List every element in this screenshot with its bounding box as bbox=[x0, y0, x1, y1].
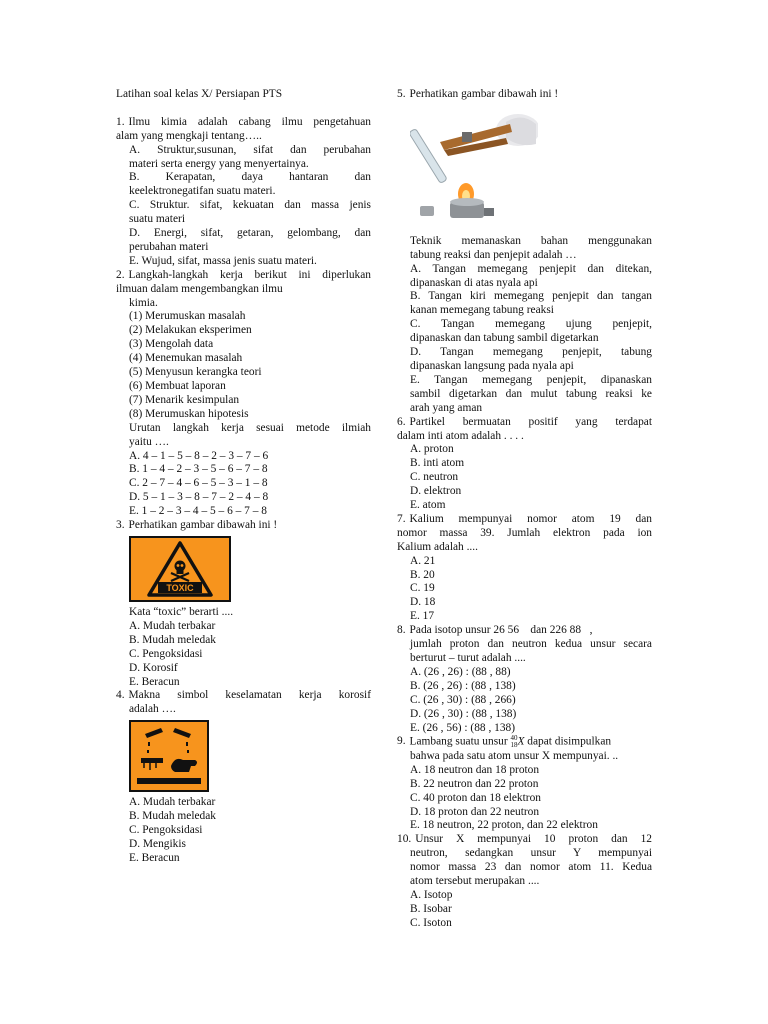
step-item: (6) Membuat laporan bbox=[129, 380, 226, 393]
toxic-sign-image bbox=[129, 536, 231, 602]
heating-test-tube-photo bbox=[410, 108, 538, 224]
option: A. 4 – 1 – 5 – 8 – 2 – 3 – 7 – 6 bbox=[129, 449, 269, 462]
option: E. Beracun bbox=[129, 675, 180, 688]
question-6: 6. Partikel bermuatan positif yang terdapat dalam inti atom adalah . . . . A. proton B. inti atom C. neutron D. elektron E. atom bbox=[397, 415, 652, 512]
corrosive-sign-image bbox=[129, 720, 209, 792]
option: E. 18 neutron, 22 proton, dan 22 elektron bbox=[410, 819, 598, 832]
option: D. elektron bbox=[410, 485, 462, 498]
option: A. (26 , 26) : (88 , 88) bbox=[410, 665, 511, 678]
question-7: 7. Kalium mempunyai nomor atom 19 dan nomor massa 39. Jumlah elektron pada ion Kalium adalah .... A. 21 B. 20 C. 19 D. 18 E. 17 bbox=[397, 512, 652, 623]
option: D. 5 – 1 – 3 – 8 – 7 – 2 – 4 – 8 bbox=[129, 491, 269, 504]
option: A. Isotop bbox=[410, 889, 453, 902]
skull-crossbones-icon bbox=[131, 538, 229, 600]
option: B. Tangan kiri memegang penjepit dan tangan bbox=[410, 290, 652, 303]
option: C. Tangan memegang ujung penjepit, bbox=[410, 318, 652, 331]
question-3: 3. Perhatikan gambar dibawah ini ! TOXIC Kata “toxic” berarti .... A. Mudah terbakar B. Mudah meledak C. Pengoksidasi D. Korosif E. Beracun bbox=[116, 519, 371, 689]
option: B. Kerapatan, daya hantaran dan bbox=[129, 171, 371, 184]
option: D. 18 proton dan 22 neutron bbox=[410, 805, 540, 818]
option: B. Mudah meledak bbox=[129, 633, 216, 646]
option: A. proton bbox=[410, 443, 454, 456]
option: A. 21 bbox=[410, 554, 436, 567]
option: C. 40 proton dan 18 elektron bbox=[410, 791, 541, 804]
step-item: (2) Melakukan eksperimen bbox=[129, 324, 252, 337]
question-3-number: 3. bbox=[116, 519, 125, 532]
option: B. 1 – 4 – 2 – 3 – 5 – 6 – 7 – 8 bbox=[129, 463, 268, 476]
isotope-notation: 40 18 bbox=[510, 734, 518, 750]
option: D. Korosif bbox=[129, 661, 178, 674]
toxic-label: TOXIC bbox=[166, 582, 194, 593]
question-6-number: 6. bbox=[397, 415, 406, 428]
question-4: 4. Makna simbol keselamatan kerja korosif adalah …. A. Mudah terbakar B. Mudah meledak C. Pengoksidasi D. Mengikis E. Beracun bbox=[116, 689, 371, 864]
option: A. Tangan memegang penjepit dan ditekan, bbox=[410, 262, 652, 275]
question-8: 8. Pada isotop unsur 26 56 dan 226 88 , jumlah proton dan neutron kedua unsur secara berturut – turut adalah .... A. (26 , 26) : (88 , 88) B. (26 , 26) : (88 , 138) C. (26 , 30) : (88 , 266) D. (26 , 30) : (88 , 138) E. (26 , 56) : (88 , 138) bbox=[397, 624, 652, 734]
right-column bbox=[397, 88, 652, 931]
option: A. Mudah terbakar bbox=[129, 619, 216, 632]
option: B. 22 neutron dan 22 proton bbox=[410, 777, 539, 790]
option: A. 18 neutron dan 18 proton bbox=[410, 763, 540, 776]
option: D. Energi, sifat, getaran, gelombang, dan bbox=[129, 227, 371, 240]
question-1: 1. Ilmu kimia adalah cabang ilmu pengetahuan alam yang mengkaji tentang….. A. Struktur,susunan, sifat dan perubahan materi serta energy yang menyertainya. B. Kerapatan, daya hantaran dan keelektronegatifan suatu materi. C. Struktur. sifat, kekuatan dan massa jenis suatu materi D. Energi, sifat, getaran, gelombang, dan perubahan materi E. Wujud, sifat, massa jenis suatu materi. bbox=[116, 115, 371, 267]
option: E. Tangan memegang penjepit, dipanaskan bbox=[410, 373, 652, 386]
step-item: (7) Menarik kesimpulan bbox=[129, 393, 240, 406]
option: D. Mengikis bbox=[129, 837, 186, 850]
question-4-number: 4. bbox=[116, 689, 125, 702]
question-7-number: 7. bbox=[397, 512, 406, 525]
question-2-number: 2. bbox=[116, 268, 125, 281]
option: E. 17 bbox=[410, 610, 435, 623]
option: C. neutron bbox=[410, 471, 459, 484]
question-8-number: 8. bbox=[397, 624, 406, 637]
page-title: Latihan soal kelas X/ Persiapan PTS bbox=[116, 88, 283, 100]
question-9: 9. Lambang suatu unsur 40 18 X dapat disimpulkan bahwa pada satu atom unsur X mempunyai. .. A. 18 neutron dan 18 proton B. 22 neutron dan 22 proton C. 40 proton dan 18 elektron D. 18 proton dan 22 neutron E. 18 neutron, 22 proton, dan 22 elektron bbox=[397, 735, 652, 833]
option: E. atom bbox=[410, 499, 446, 512]
option: C. Pengoksidasi bbox=[129, 824, 203, 837]
option: E. (26 , 56) : (88 , 138) bbox=[410, 721, 516, 734]
option: A. Mudah terbakar bbox=[129, 796, 216, 809]
question-10-number: 10. bbox=[397, 833, 412, 846]
question-10: 10. Unsur X mempunyai 10 proton dan 12 neutron, sedangkan unsur Y mempunyai nomor massa 23 dan nomor atom 11. Kedua atom tersebut merupakan .... A. Isotop B. Isobar C. Isoton bbox=[397, 833, 652, 929]
option: B. Isobar bbox=[410, 902, 452, 915]
option: C. (26 , 30) : (88 , 266) bbox=[410, 693, 516, 706]
corrosive-icon bbox=[131, 722, 207, 790]
step-item: (3) Mengolah data bbox=[129, 338, 214, 351]
option: B. Mudah meledak bbox=[129, 810, 216, 823]
option: D. (26 , 30) : (88 , 138) bbox=[410, 707, 517, 720]
option: E. Wujud, sifat, massa jenis suatu materi. bbox=[129, 254, 317, 267]
option: E. Beracun bbox=[129, 851, 180, 864]
option: C. 2 – 7 – 4 – 6 – 5 – 3 – 1 – 8 bbox=[129, 477, 268, 490]
step-item: (4) Menemukan masalah bbox=[129, 352, 243, 365]
step-item: (5) Menyusun kerangka teori bbox=[129, 366, 262, 379]
option: E. 1 – 2 – 3 – 4 – 5 – 6 – 7 – 8 bbox=[129, 505, 267, 518]
option: C. 19 bbox=[410, 582, 435, 595]
option: B. 20 bbox=[410, 568, 435, 581]
option: A. Struktur,susunan, sifat dan perubahan bbox=[129, 143, 371, 156]
question-2: 2. Langkah-langkah kerja berikut ini diperlukan ilmuan dalam mengembangkan ilmu kimia. (1) Merumuskan masalah (2) Melakukan eksperimen (3) Mengolah data (4) Menemukan masalah (5) Menyusun kerangka teori (6) Membuat laporan (7) Menarik kesimpulan (8) Merumuskan hipotesis Urutan langkah kerja sesuai metode ilmiah yaitu …. A. 4 – 1 – 5 – 8 – 2 – 3 – 7 – 6 B. 1 – 4 – 2 – 3 – 5 – 6 – 7 – 8 C. 2 – 7 – 4 – 6 – 5 – 3 – 1 – 8 D. 5 – 1 – 3 – 8 – 7 – 2 – 4 – 8 E. 1 – 2 – 3 – 4 – 5 – 6 – 7 – 8 bbox=[116, 268, 371, 518]
option: C. Pengoksidasi bbox=[129, 647, 203, 660]
question-5-number: 5. bbox=[397, 88, 406, 100]
option: C. Isoton bbox=[410, 916, 452, 929]
option: D. Tangan memegang penjepit, tabung bbox=[410, 346, 652, 359]
question-5: 5. Perhatikan gambar dibawah ini ! Teknik memanaskan bahan menggunakan tabung reaksi dan penjepit adalah … A. Tangan memegang penjepit dan ditekan, dipanaskan di atas nyala api B. Tangan kiri memegang penjepit dan tangan kanan memegang tabung reaksi C. Tangan memegang ujung penjepit, dipanaskan dan tabung sambil digetarkan D. Tangan memegang penjepit, tabung dipanaskan langsung pada nyala api E. Tangan memegang penjepit, dipanaskan sambil digetarkan dan mulut tabung reaksi ke arah yang aman bbox=[397, 88, 652, 414]
step-item: (8) Merumuskan hipotesis bbox=[129, 407, 249, 420]
left-column bbox=[116, 88, 371, 866]
option: D. 18 bbox=[410, 596, 436, 609]
option: C. Struktur. sifat, kekuatan dan massa jenis bbox=[129, 199, 371, 212]
option: B. (26 , 26) : (88 , 138) bbox=[410, 679, 516, 692]
question-1-number: 1. bbox=[116, 115, 125, 128]
option: B. inti atom bbox=[410, 457, 465, 470]
step-item: (1) Merumuskan masalah bbox=[129, 310, 246, 323]
question-9-number: 9. bbox=[397, 735, 406, 748]
